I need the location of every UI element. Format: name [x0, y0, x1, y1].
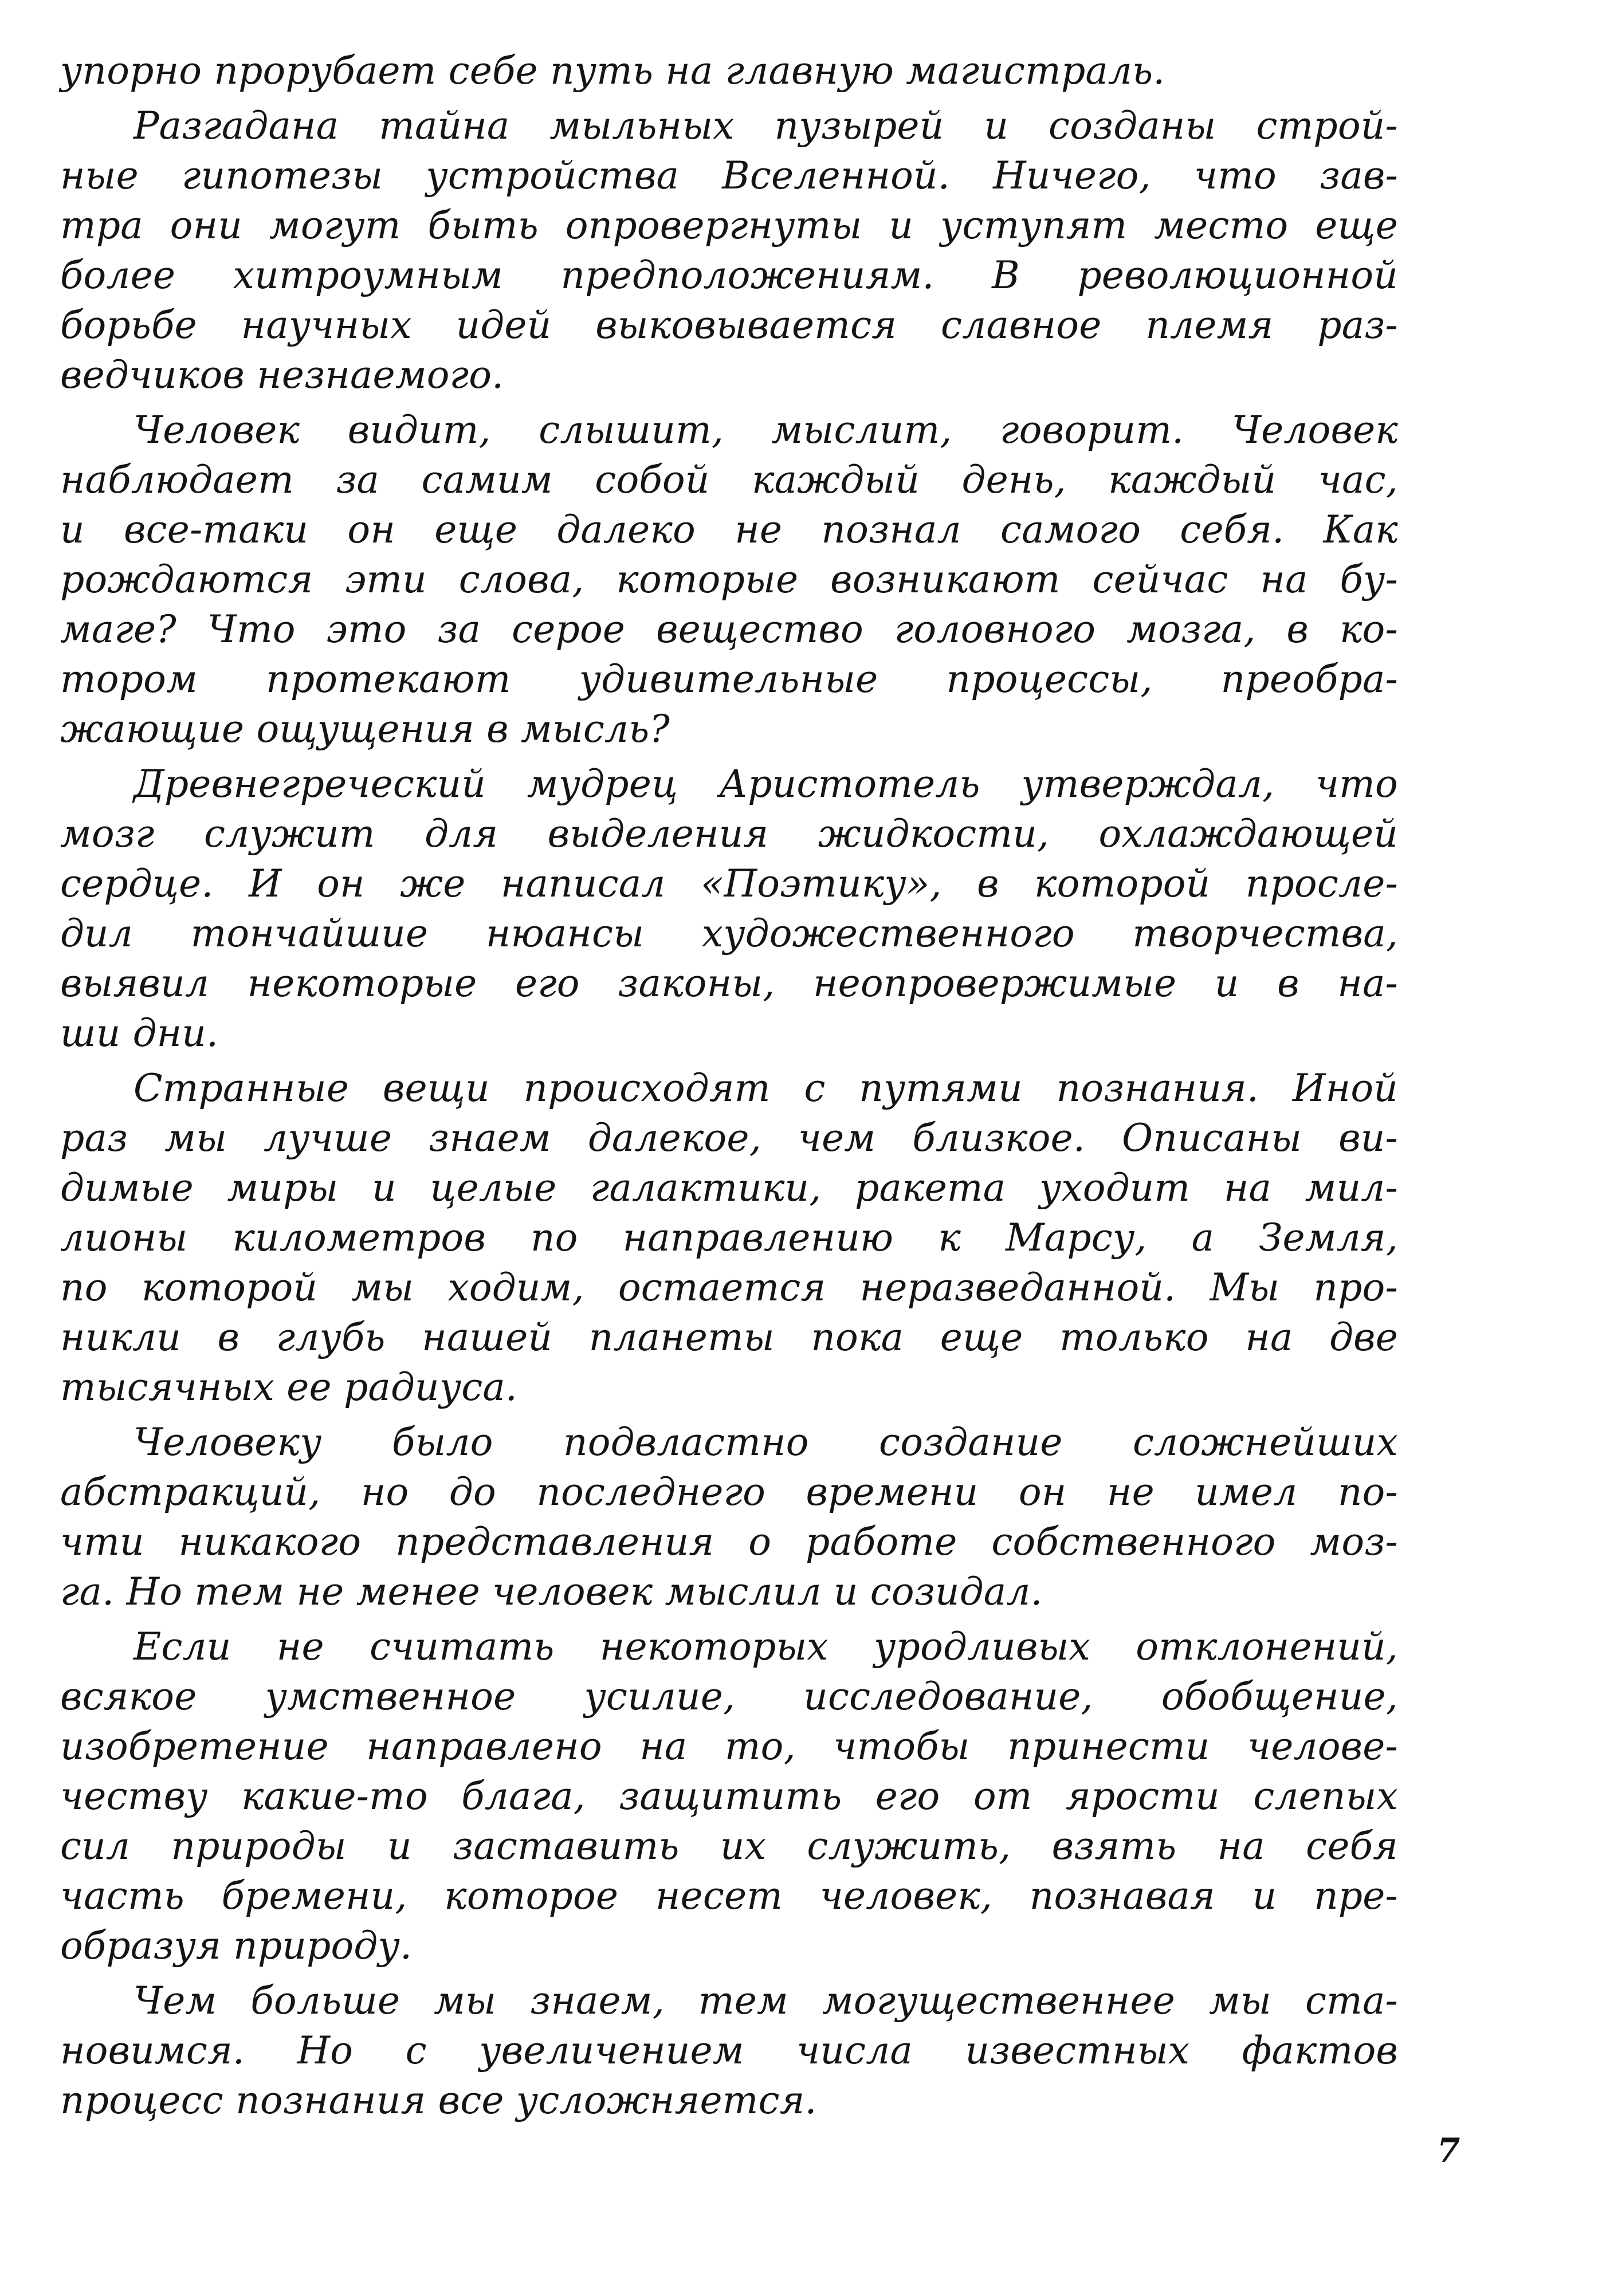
paragraph-gap [60, 1058, 1398, 1063]
text-line: маге? Что это за серое вещество головного мозга, в ко- [60, 607, 1398, 651]
page-number: 7 [1437, 2131, 1460, 2170]
text-line: честву какие-то блага, защитить его от ярости слепых [60, 1774, 1398, 1818]
text-line: и все-таки он еще далеко не познал самого себя. Как [60, 508, 1398, 552]
paragraph-gap [60, 1971, 1398, 1976]
paragraph-gap [60, 1412, 1398, 1417]
text-line: по которой мы ходим, остается неразведанной. Мы про- [60, 1265, 1398, 1310]
text-line: выявил некоторые его законы, неопровержимые и в на- [60, 961, 1398, 1005]
text-line: всякое умственное усилие, исследование, обобщение, [60, 1674, 1398, 1719]
text-line: часть бремени, которое несет человек, познавая и пре- [60, 1874, 1398, 1918]
text-line: образуя природу. [60, 1924, 413, 1968]
text-line: процесс познания все усложняется. [60, 2078, 817, 2122]
text-line: упорно прорубает себе путь на главную магистраль. [60, 49, 1165, 93]
text-line: Древнегреческий мудрец Аристотель утверждал, что [134, 762, 1398, 806]
text-line: сердце. И он же написал «Поэтику», в которой просле- [60, 862, 1398, 906]
text-line: Если не считать некоторых уродливых отклонений, [134, 1625, 1398, 1669]
text-line: дил тончайшие нюансы художественного творчества, [60, 911, 1398, 956]
text-line: Человек видит, слышит, мыслит, говорит. Человек [134, 408, 1398, 452]
text-line: жающие ощущения в мысль? [60, 707, 670, 751]
text-line: га. Но тем не менее человек мыслил и созидал. [60, 1570, 1043, 1614]
text-line: наблюдает за самим собой каждый день, каждый час, [60, 458, 1398, 502]
text-line: тором протекают удивительные процессы, преобра- [60, 657, 1398, 701]
text-line: борьбе научных идей выковывается славное племя раз- [60, 303, 1398, 347]
text-line: ши дни. [60, 1011, 219, 1055]
paragraph-gap [60, 1617, 1398, 1622]
text-line: более хитроумным предположениям. В революционной [60, 253, 1398, 297]
text-line: изобретение направлено на то, чтобы принести челове- [60, 1724, 1398, 1768]
paragraph-gap [60, 400, 1398, 405]
text-line: раз мы лучше знаем далекое, чем близкое. Описаны ви- [60, 1116, 1398, 1160]
text-line: ные гипотезы устройства Вселенной. Ничего, что зав- [60, 154, 1398, 198]
text-line: абстракций, но до последнего времени он не имел по- [60, 1470, 1398, 1514]
text-line: рождаются эти слова, которые возникают сейчас на бу- [60, 557, 1398, 601]
text-line: сил природы и заставить их служить, взять на себя [60, 1824, 1398, 1868]
text-line: чти никакого представления о работе собственного моз- [60, 1520, 1398, 1564]
text-line: Разгадана тайна мыльных пузырей и созданы строй- [134, 104, 1398, 148]
body-text [60, 46, 1398, 2125]
paragraph-gap [60, 754, 1398, 759]
text-line: Человеку было подвластно создание сложнейших [134, 1420, 1398, 1464]
text-line: мозг служит для выделения жидкости, охлаждающей [60, 812, 1398, 856]
text-line: никли в глубь нашей планеты пока еще только на две [60, 1315, 1398, 1359]
paragraph-gap [60, 96, 1398, 101]
text-line: ведчиков незнаемого. [60, 353, 504, 397]
text-line: новимся. Но с увеличением числа известных фактов [60, 2028, 1398, 2073]
text-line: Чем больше мы знаем, тем могущественнее мы ста- [134, 1979, 1398, 2023]
text-line: тра они могут быть опровергнуты и уступят место еще [60, 203, 1398, 247]
text-line: димые миры и целые галактики, ракета уходит на мил- [60, 1166, 1398, 1210]
text-line: Странные вещи происходят с путями познания. Иной [134, 1066, 1398, 1110]
text-line: тысячных ее радиуса. [60, 1365, 518, 1409]
text-line: лионы километров по направлению к Марсу, а Земля, [60, 1216, 1398, 1260]
